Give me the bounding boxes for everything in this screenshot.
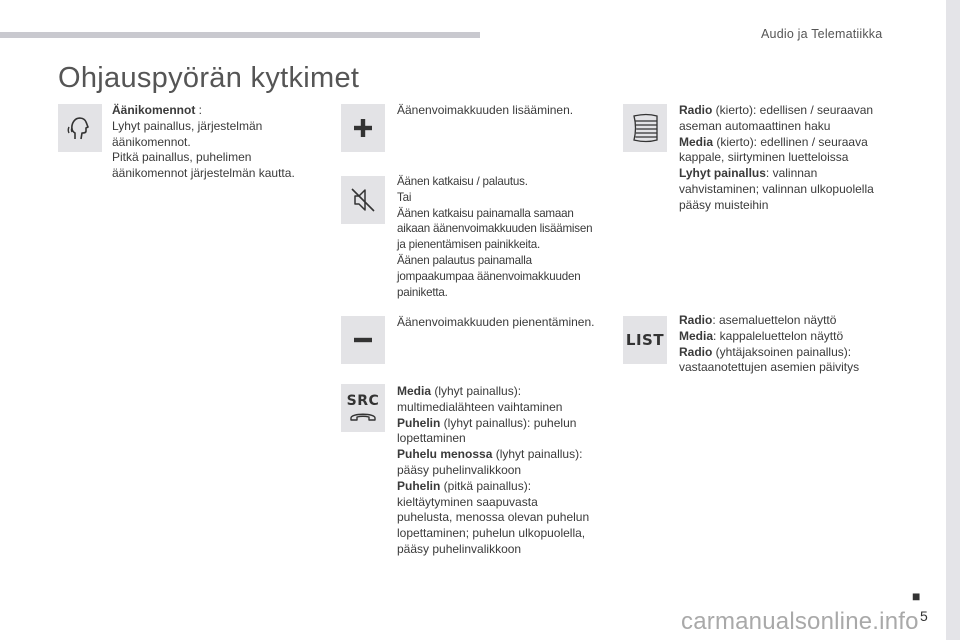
- end-mark: ■: [912, 588, 921, 604]
- text-line: vahvistaminen; valinnan ulkopuolella: [679, 181, 874, 196]
- text-line: äänikomennot järjestelmän kautta.: [112, 166, 295, 181]
- watermark: carmanualsonline.info: [681, 608, 919, 635]
- src-label: SRC: [346, 392, 380, 409]
- text-line: painiketta.: [397, 285, 448, 299]
- voice-command-text: [112, 103, 295, 182]
- text-line: kappale, siirtyminen luetteloissa: [679, 150, 849, 165]
- header-rule: [0, 32, 480, 38]
- text-line: Media (kierto): edellinen / seuraava: [679, 134, 868, 149]
- list-text: [679, 313, 859, 376]
- volume-up-text: [397, 103, 573, 119]
- text-line: Lyhyt painallus, järjestelmän: [112, 118, 263, 133]
- text-line: Media (lyhyt painallus):: [397, 384, 522, 398]
- section-label: Audio ja Telematiikka: [761, 27, 883, 41]
- phone-icon: [348, 409, 378, 423]
- text-line: Radio (kierto): edellisen / seuraavan: [679, 103, 874, 117]
- text-line: Äänen palautus painamalla: [397, 253, 532, 267]
- voice-command-icon: [58, 104, 102, 152]
- text-line: jompaakumpaa äänenvoimakkuuden: [397, 269, 581, 283]
- src-phone-icon: [341, 384, 385, 432]
- text-line: äänikomennot.: [112, 134, 191, 149]
- text-line: multimedialähteen vaihtaminen: [397, 399, 563, 414]
- mute-icon: [341, 176, 385, 224]
- page-number: 5: [920, 608, 928, 624]
- text-line: ja pienentämisen painikkeita.: [397, 238, 541, 252]
- text-line: Äänikomennot :: [112, 103, 203, 117]
- text-line: Äänen katkaisu painamalla samaan: [397, 206, 574, 220]
- text-line: Tai: [397, 190, 412, 204]
- volume-down-text: [397, 315, 594, 331]
- list-label: LIST: [625, 331, 665, 349]
- text-line: kieltäytyminen saapuvasta: [397, 494, 538, 509]
- text-line: Pitkä painallus, puhelimen: [112, 150, 252, 165]
- minus-icon: [341, 316, 385, 364]
- text-line: aseman automaattinen haku: [679, 118, 831, 133]
- text-line: Äänenvoimakkuuden lisääminen.: [397, 103, 574, 117]
- page-edge-bar: [946, 0, 960, 640]
- text-line: Radio (yhtäjaksoinen painallus):: [679, 344, 852, 359]
- text-line: pääsy muisteihin: [679, 197, 769, 212]
- thumbwheel-icon: [623, 104, 667, 152]
- text-line: Äänenvoimakkuuden pienentäminen.: [397, 315, 595, 329]
- page-title: Ohjauspyörän kytkimet: [58, 62, 360, 94]
- text-line: puhelusta, menossa olevan puhelun: [397, 510, 590, 525]
- text-line: Puhelin (pitkä painallus):: [397, 478, 532, 493]
- text-line: Puhelin (lyhyt painallus): puhelun: [397, 415, 577, 430]
- text-line: Puhelu menossa (lyhyt painallus):: [397, 447, 583, 462]
- list-icon: [623, 316, 667, 364]
- text-line: lopettaminen; puhelun ulkopuolella,: [397, 526, 586, 541]
- src-text: [397, 384, 589, 558]
- thumbwheel-text: [679, 103, 874, 214]
- mute-text: [397, 174, 592, 300]
- text-line: aikaan äänenvoimakkuuden lisäämisen: [397, 222, 593, 236]
- text-line: lopettaminen: [397, 431, 466, 446]
- text-line: Media: kappaleluettelon näyttö: [679, 328, 844, 343]
- text-line: vastaanotettujen asemien päivitys: [679, 360, 860, 375]
- text-line: Lyhyt painallus: valinnan: [679, 166, 818, 181]
- plus-icon: [341, 104, 385, 152]
- text-line: pääsy puhelinvalikkoon: [397, 541, 522, 556]
- text-line: Radio: asemaluettelon näyttö: [679, 313, 837, 327]
- text-line: Äänen katkaisu / palautus.: [397, 175, 528, 188]
- text-line: pääsy puhelinvalikkoon: [397, 462, 522, 477]
